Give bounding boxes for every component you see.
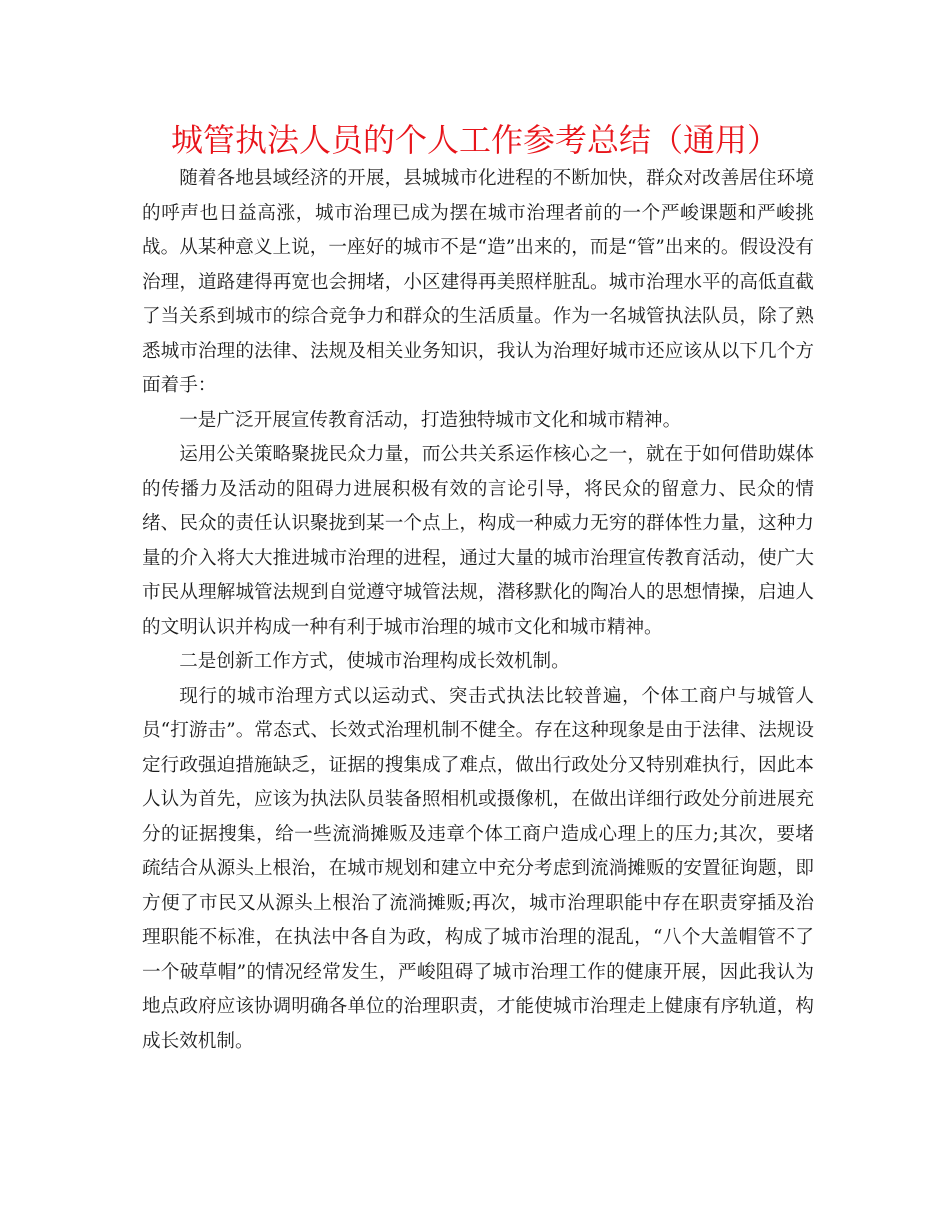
paragraph-3: 运用公关策略聚拢民众力量，而公共关系运作核心之一，就在于如何借助媒体的传播力及活动的阻碍力进展积极有效的言论引导，将民众的留意力、民众的情绪、民众的责任认识聚拢到某一个点上，构成一种威力无穷的群体性力量，这种力量的介入将大大推进城市治理的进程，通过大量的城市治理宣传教育活动，使广大市民从理解城管法规到自觉遵守城管法规，潜移默化的陶冶人的思想情操，启迪人的文明认识并构成一种有利于城市治理的城市文化和城市精神。 xyxy=(142,444,814,638)
paragraph-5: 现行的城市治理方式以运动式、突击式执法比较普遍，个体工商户与城管人员“打游击”。常态式、长效式治理机制不健全。存在这种现象是由于法律、法规设定行政强迫措施缺乏，证据的搜集成了难点，做出行政处分又特别难执行，因此本人认为首先，应该为执法队员装备照相机或摄像机，在做出详细行政处分前进展充分的证据搜集，给一些流淌摊贩及违章个体工商户造成心理上的压力;其次，要堵疏结合从源头上根治，在城市规划和建立中充分考虑到流淌摊贩的安置征询题，即方便了市民又从源头上根治了流淌摊贩;再次，城市治理职能中存在职责穿插及治理职能不标准，在执法中各自为政，构成了城市治理的混乱，“八个大盖帽管不了一个破草帽”的情况经常发生，严峻阻碍了城市治理工作的健康开展，因此我认为地点政府应该协调明确各单位的治理职责，才能使城市治理走上健康有序轨道，构成长效机制。 xyxy=(142,685,814,1052)
document-body xyxy=(142,162,814,1059)
paragraph-4: 二是创新工作方式，使城市治理构成长效机制。 xyxy=(179,651,570,672)
paragraph-2: 一是广泛开展宣传教育活动，打造独特城市文化和城市精神。 xyxy=(179,409,682,431)
document-title: 城管执法人员的个人工作参考总结（通用） xyxy=(170,121,779,159)
paragraph-1: 随着各地县域经济的开展，县城城市化进程的不断加快，群众对改善居住环境的呼声也日益高涨，城市治理已成为摆在城市治理者前的一个严峻课题和严峻挑战。从某种意义上说，一座好的城市不是“造”出来的，而是“管”出来的。假设没有治理，道路建得再宽也会拥堵，小区建得再美照样脏乱。城市治理水平的高低直截了当关系到城市的综合竞争力和群众的生活质量。作为一名城管执法队员，除了熟悉城市治理的法律、法规及相关业务知识，我认为治理好城市还应该从以下几个方面着手： xyxy=(142,168,814,396)
